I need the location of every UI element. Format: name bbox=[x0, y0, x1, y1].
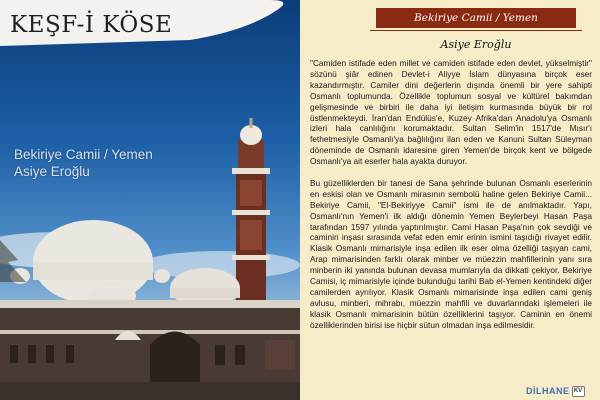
photo-caption bbox=[14, 146, 214, 180]
publisher-logo-text: DİLHANE bbox=[526, 386, 570, 396]
article-title: Bekiriye Camii / Yemen bbox=[376, 8, 576, 28]
section-title: KEŞF-İ KÖSE bbox=[10, 12, 173, 38]
article-body bbox=[310, 58, 592, 342]
photo-caption-author: Asiye Eroğlu bbox=[14, 164, 90, 179]
photo-caption-title: Bekiriye Camii / Yemen bbox=[14, 147, 153, 162]
publisher-logo bbox=[526, 384, 590, 398]
magazine-banner bbox=[0, 0, 300, 50]
article-paragraph: Bu güzelliklerden bir tanesi de Sana şehrinde bulunan Osmanlı eserlerinin en eskisi olan ve Osmanlı mirasının sembolü haline gelen Bekiriye Camii... Bekiriye Camii, "El-Bekiriyye Camii" ismi ile de anılmaktadır. Yapı, Osmanlı'nın Yemen'i ilk aldığı dönemin Yemen Beylerbeyi Hasan Paşa tarafından 1597 yılında yaptırılmıştır. Cami Hasan Paşa'nın çok sevdiği ve caminin inşası sırasında vefat eden emir erinin ismini taşıdığı rivayet edilir. Klasik Osmanlı mimarisiyle inşa edilen ilk eser olma özelliği taşıyan cami, Arap mimarisinden farklı olarak minber ve müezzin mahfillerinin yanı sıra minberin iki yanında bulunan devasa mumlarıyla da dikkati çekiyor. Bekiriye Camisi, iç mimarisiyle içinde bulunduğu tarihi Bab el-Yemen kentindeki diğer camilerden ayrılıyor. Klasik Osmanlı mimarisinde inşa edilen cami geniş avlusu, minberi, mihrabı, müezzin mahfili ve duvarlarındaki işlemeleri ile klasik Osmanlı mimarisinin bütün özelliklerini taşıyor. Caminin en önemi özelliklerinden birisi ise hiçbir sütun olmadan inşa edilmesidir. bbox=[310, 177, 592, 330]
article-panel bbox=[300, 0, 600, 400]
article-paragraph: "Camiden istifade eden millet ve camiden istifade eden devlet, yükselmiştir" sözünü şiâr edinen Devlet-i Aliyye İslam dünyasına birçok eser kazandırmıştır. Camiler dini değerlerin dışında önemli bir yere sahipti Osmanlı toplumunda. Özellikle toplumun sosyal ve kültürel bakımdan gelişmesinde ve birbiri ile daha iyi iletişim kurmasında büyük bir rol üstlenmekteydi. İran'dan Endülüs'e, Kuzey Afrika'dan Anadolu'ya Osmanlı izleri hala canlılığını korumaktadır. Sultan Selim'in 1517'de Mısır'ı fethetmesiyle Osmanlı'ya bağlılığını ilan eden ve Kanuni Sultan Süleyman döneminde de Osmanlı idaresine giren Yemen'de birçok kent ve bölgede Osmanlı'ya ait eserler hala ayakta duruyor. bbox=[310, 58, 592, 167]
publisher-badge: KV bbox=[572, 386, 585, 397]
article-author: Asiye Eroğlu bbox=[440, 38, 512, 51]
title-divider bbox=[370, 30, 582, 31]
